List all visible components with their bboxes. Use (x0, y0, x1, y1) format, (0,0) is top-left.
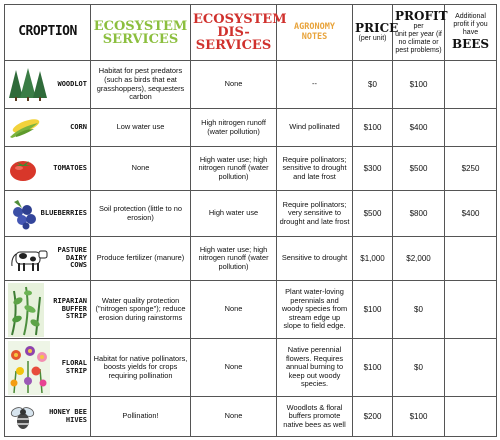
header-bees: Additional profit if you have BEES (445, 5, 497, 61)
services-cell: Habitat for pest predators (such as birds that eat grasshoppers), sequesters carbon (91, 61, 191, 109)
profit-cell: $400 (393, 109, 445, 147)
crop-cell-honey-bee-hives (5, 397, 91, 437)
price-cell: $300 (353, 147, 393, 191)
crop-cell-riparian-buffer-strip (5, 281, 91, 339)
crop-name: RIPARIAN BUFFER STRIP (53, 297, 87, 321)
bee-icon (8, 404, 38, 430)
agronomy-cell: Native perennial flowers. Requires annual burning to keep out woody species. (277, 339, 353, 397)
table-row (5, 339, 497, 397)
disservices-cell: None (191, 339, 277, 397)
table-row (5, 191, 497, 237)
services-cell: Soil protection (little to no erosion) (91, 191, 191, 237)
profit-cell: $800 (393, 191, 445, 237)
agronomy-cell: Plant water-loving perennials and woody species from stream edge up slope to field edge. (277, 281, 353, 339)
profit-cell: $2,000 (393, 237, 445, 281)
disservices-cell: None (191, 61, 277, 109)
profit-cell: $500 (393, 147, 445, 191)
price-cell: $100 (353, 339, 393, 397)
crop-cell-blueberries (5, 191, 91, 237)
tree-icon (8, 68, 48, 102)
bees-cell (445, 61, 497, 109)
tomato-icon (8, 156, 38, 182)
disservices-cell: None (191, 397, 277, 437)
table-row (5, 237, 497, 281)
crop-name: TOMATOES (53, 163, 87, 172)
cow-icon (8, 244, 50, 274)
services-cell: Pollination! (91, 397, 191, 437)
crop-name: CORN (70, 122, 87, 131)
crop-name: PASTURE DAIRY COWS (57, 246, 87, 270)
services-cell: None (91, 147, 191, 191)
disservices-cell: None (191, 281, 277, 339)
bees-cell: $250 (445, 147, 497, 191)
table-row (5, 61, 497, 109)
agronomy-cell: -- (277, 61, 353, 109)
price-cell: $100 (353, 109, 393, 147)
agronomy-cell: Require pollinators; very sensitive to drought and late frost (277, 191, 353, 237)
disservices-cell: High water use; high nitrogen runoff (water pollution) (191, 147, 277, 191)
crop-cell-corn (5, 109, 91, 147)
riparian-plant-icon (8, 283, 44, 337)
blueberry-icon (8, 198, 40, 230)
profit-cell: $0 (393, 281, 445, 339)
price-cell: $100 (353, 281, 393, 339)
header-ecosystem-disservices: ECOSYSTEM DIS-SERVICES (191, 5, 277, 61)
crop-name: FLORAL STRIP (61, 359, 87, 375)
header-row (5, 5, 497, 61)
header-agronomy-notes: AGRONOMY NOTES (277, 5, 353, 61)
price-cell: $0 (353, 61, 393, 109)
bees-cell (445, 339, 497, 397)
price-cell: $200 (353, 397, 393, 437)
profit-cell: $100 (393, 61, 445, 109)
header-ecosystem-services: ECOSYSTEM SERVICES (91, 5, 191, 61)
services-cell: Water quality protection ("nitrogen sponge"); reduce erosion during rainstorms (91, 281, 191, 339)
crop-cell-woodlot (5, 61, 91, 109)
header-croption: CROPTION (5, 5, 91, 61)
bees-cell (445, 281, 497, 339)
bees-cell (445, 237, 497, 281)
agronomy-cell: Sensitive to drought (277, 237, 353, 281)
table-row (5, 147, 497, 191)
croption-table (4, 4, 497, 437)
corn-icon (8, 117, 42, 139)
crop-name: WOODLOT (57, 79, 87, 88)
price-cell: $500 (353, 191, 393, 237)
profit-cell: $0 (393, 339, 445, 397)
header-profit: PROFIT per unit per year (if no climate or pest problems) (393, 5, 445, 61)
price-cell: $1,000 (353, 237, 393, 281)
flower-icon (8, 341, 50, 395)
crop-cell-tomatoes (5, 147, 91, 191)
table-row (5, 109, 497, 147)
crop-name: BLUEBERRIES (40, 208, 87, 217)
crop-name: HONEY BEE HIVES (49, 408, 87, 424)
bees-cell (445, 109, 497, 147)
agronomy-cell: Woodlots & floral buffers promote native bees as well (277, 397, 353, 437)
agronomy-cell: Wind pollinated (277, 109, 353, 147)
header-price: PRICE (per unit) (353, 5, 393, 61)
bees-cell (445, 397, 497, 437)
agronomy-cell: Require pollinators; sensitive to drought and late frost (277, 147, 353, 191)
crop-cell-pasture-dairy-cows (5, 237, 91, 281)
table-row (5, 281, 497, 339)
bees-cell: $400 (445, 191, 497, 237)
disservices-cell: High nitrogen runoff (water pollution) (191, 109, 277, 147)
services-cell: Low water use (91, 109, 191, 147)
disservices-cell: High water use; high nitrogen runoff (water pollution) (191, 237, 277, 281)
crop-cell-floral-strip (5, 339, 91, 397)
table-row (5, 397, 497, 437)
services-cell: Habitat for native pollinators, boosts yields for crops requiring pollination (91, 339, 191, 397)
profit-cell: $100 (393, 397, 445, 437)
services-cell: Produce fertilizer (manure) (91, 237, 191, 281)
disservices-cell: High water use (191, 191, 277, 237)
